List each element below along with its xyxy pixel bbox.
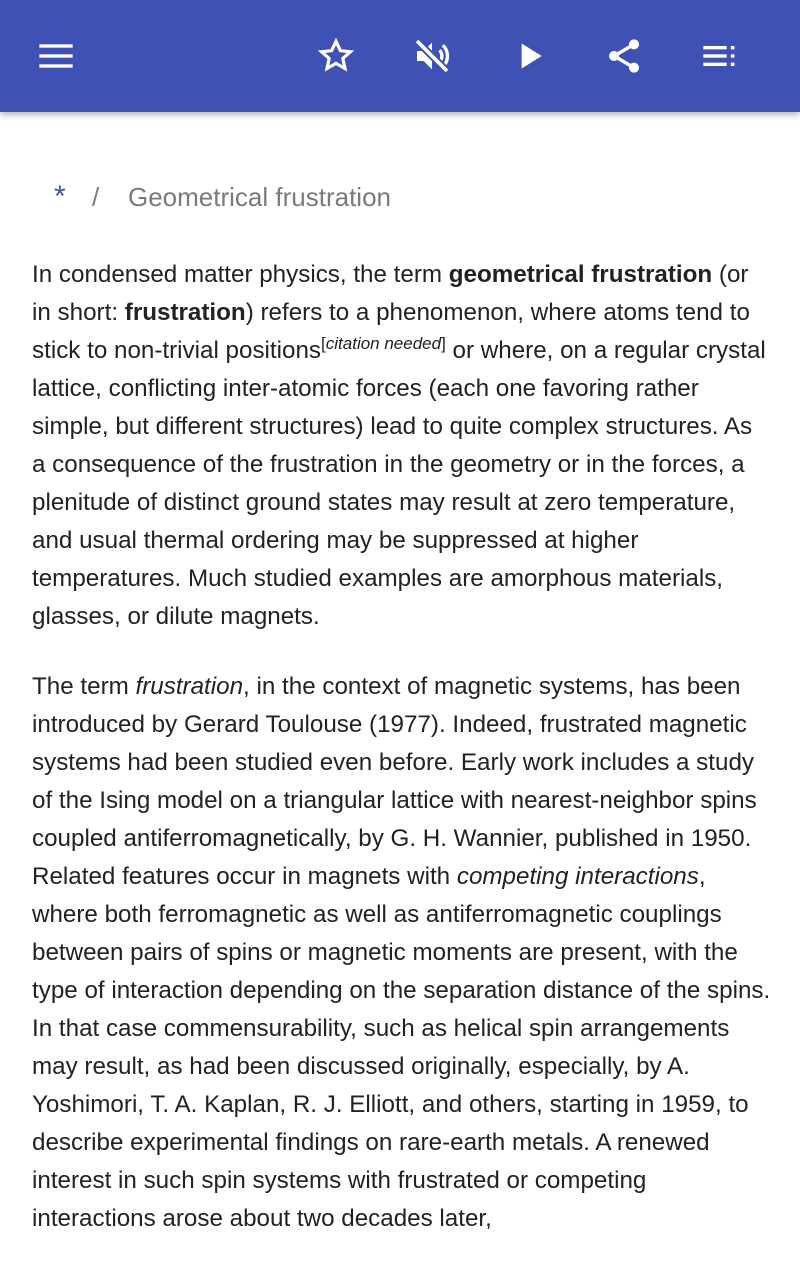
share-button[interactable] <box>596 28 652 84</box>
article-paragraph <box>32 668 772 1238</box>
article-paragraph <box>32 256 772 636</box>
play-button[interactable] <box>502 28 558 84</box>
text-run: (or in short: <box>32 261 749 326</box>
playlist-icon <box>700 36 740 76</box>
bold-term: frustration <box>124 299 246 326</box>
cite-text: citation needed <box>325 334 442 353</box>
italic-term: frustration <box>135 673 244 700</box>
mute-button[interactable] <box>404 28 460 84</box>
article-body <box>32 256 772 1270</box>
share-icon <box>604 36 644 76</box>
star-outline-icon <box>316 36 356 76</box>
volume-off-icon <box>412 36 452 76</box>
bold-term: geometrical frustration <box>448 261 713 288</box>
cite-bracket: [ <box>321 334 326 353</box>
citation-needed-note[interactable] <box>321 334 446 353</box>
menu-button[interactable] <box>28 28 84 84</box>
breadcrumb-current-page: Geometrical frustration <box>128 182 391 212</box>
text-run: ) refers to a phenomenon, where atoms tend to stick to non-trivial positions <box>32 299 750 364</box>
favorite-button[interactable] <box>308 28 364 84</box>
breadcrumb-home-link[interactable]: * <box>54 180 66 213</box>
text-run: The term <box>32 673 136 700</box>
cite-bracket: ] <box>441 334 446 353</box>
text-run: In condensed matter physics, the term <box>32 261 449 288</box>
breadcrumb-separator: / <box>92 182 100 212</box>
contents-button[interactable] <box>692 28 748 84</box>
text-run: or where, on a regular crystal lattice, conflicting inter-atomic forces (each one favoring rather simple, but different structures) lead to quite complex structures. As a consequence of the frustration in the geometry or in the forces, a plenitude of distinct ground states may result at zero temperature, and usual thermal ordering may be suppressed at higher temperatures. Much studied examples are amorphous materials, glasses, or dilute magnets. <box>32 337 766 630</box>
breadcrumb <box>0 178 800 218</box>
play-icon <box>510 36 550 76</box>
menu-icon <box>36 36 76 76</box>
app-bar <box>0 0 800 112</box>
text-run: , where both ferromagnetic as well as antiferromagnetic couplings between pairs of spins or magnetic moments are present, with the type of interaction depending on the separation distance of the spins. In that case commensurability, such as helical spin arrangements may result, as had been discussed originally, especially, by A. Yoshimori, T. A. Kaplan, R. J. Elliott, and others, starting in 1959, to describe experimental findings on rare-earth metals. A renewed interest in such spin systems with frustrated or competing interactions arose about two decades later, <box>32 863 771 1232</box>
italic-term: competing interactions <box>456 863 699 890</box>
text-run: , in the context of magnetic systems, has been introduced by Gerard Toulouse (1977). Indeed, frustrated magnetic systems had been studied even before. Early work includes a study of the Ising model on a triangular lattice with nearest-neighbor spins coupled antiferromagnetically, by G. H. Wannier, published in 1950. Related features occur in magnets with <box>32 673 757 890</box>
